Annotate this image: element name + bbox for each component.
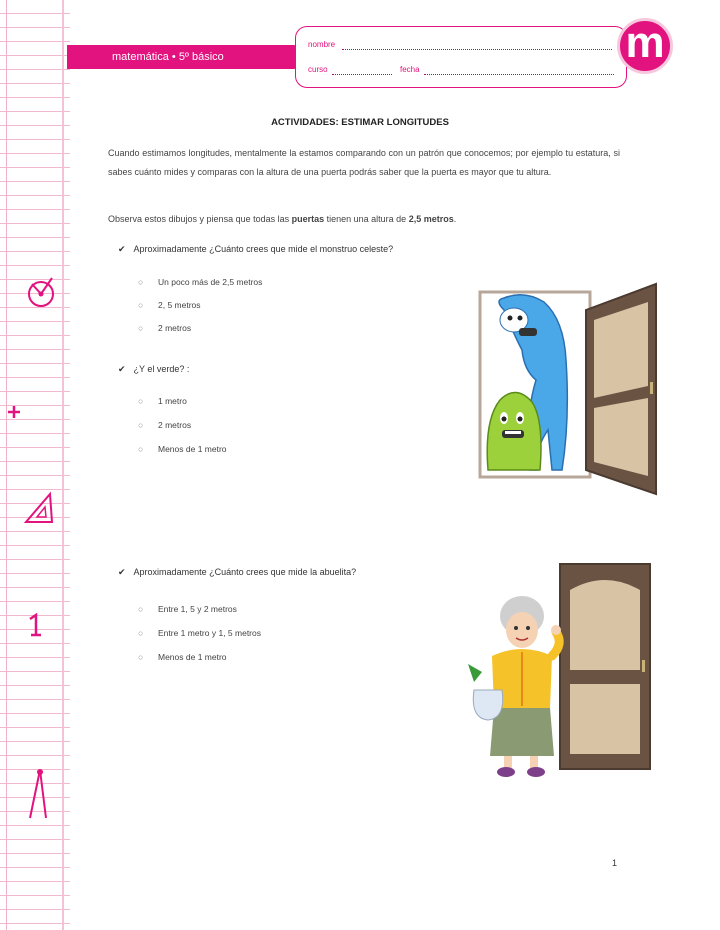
course-field[interactable]: [332, 74, 392, 75]
checkmark-icon: ✔: [118, 244, 126, 254]
q3-option-c-label: Menos de 1 metro: [158, 652, 227, 662]
intro-paragraph: Cuando estimamos longitudes, mentalmente la estamos comparando con un patrón que conocemos; por ejemplo tu estatura, si sabes cuánto mides y comparas con la altura de una puerta podrás saber que la puerta es mayor que tu altura.: [108, 148, 620, 177]
instruction-bold-height: 2,5 metros: [408, 214, 454, 224]
question-1-text: Aproximadamente ¿Cuánto crees que mide el monstruo celeste?: [133, 244, 394, 254]
q2-option-b[interactable]: [138, 420, 191, 430]
question-2: [118, 364, 189, 375]
name-label: nombre: [308, 40, 336, 49]
plus-icon: [6, 404, 22, 420]
q2-option-b-label: 2 metros: [158, 420, 192, 430]
course-label: curso: [308, 65, 328, 74]
page-number: 1: [612, 858, 618, 868]
question-1: [118, 244, 393, 255]
q3-option-a[interactable]: [138, 604, 237, 614]
grandmother-figure: [468, 596, 561, 777]
number-one-icon: [26, 612, 44, 638]
date-label: fecha: [400, 65, 420, 74]
q1-option-a[interactable]: [138, 277, 262, 287]
option-bullet-icon: ○: [138, 323, 144, 333]
option-bullet-icon: ○: [138, 604, 144, 614]
option-bullet-icon: ○: [138, 300, 144, 310]
question-2-text: ¿Y el verde? :: [133, 364, 190, 374]
q3-option-b[interactable]: [138, 628, 261, 638]
q2-option-a[interactable]: [138, 396, 187, 406]
q2-option-c-label: Menos de 1 metro: [158, 444, 227, 454]
compass-icon: [24, 272, 60, 312]
option-bullet-icon: ○: [138, 277, 144, 287]
q1-option-b-label: 2, 5 metros: [158, 300, 201, 310]
checkmark-icon: ✔: [118, 567, 126, 577]
date-field[interactable]: [424, 74, 614, 75]
instruction-bold-doors: puertas: [291, 214, 325, 224]
q3-option-c[interactable]: [138, 652, 227, 662]
option-bullet-icon: ○: [138, 628, 144, 638]
checkmark-icon: ✔: [118, 364, 126, 374]
q3-option-a-label: Entre 1, 5 y 2 metros: [158, 604, 237, 614]
subject-band: [67, 45, 297, 69]
instruction-text-3: .: [453, 214, 457, 224]
option-bullet-icon: ○: [138, 444, 144, 454]
option-bullet-icon: ○: [138, 396, 144, 406]
page-title: ACTIVIDADES: ESTIMAR LONGITUDES: [271, 117, 449, 128]
q1-option-a-label: Un poco más de 2,5 metros: [158, 277, 263, 287]
instruction-text-1: Observa estos dibujos y piensa que todas las: [108, 214, 292, 224]
instruction-text-2: tienen una altura de: [324, 214, 409, 224]
option-bullet-icon: ○: [138, 652, 144, 662]
q2-option-a-label: 1 metro: [158, 396, 187, 406]
grandmother-door-illustration: [460, 560, 660, 790]
option-bullet-icon: ○: [138, 420, 144, 430]
question-3: [118, 567, 356, 578]
q1-option-b[interactable]: [138, 300, 201, 310]
q1-option-c[interactable]: [138, 323, 191, 333]
q1-option-c-label: 2 metros: [158, 323, 192, 333]
instruction-paragraph: [108, 210, 620, 229]
divider-icon: [24, 768, 52, 822]
monsters-door-illustration: [474, 280, 664, 500]
logo-m: m: [617, 18, 673, 74]
margin-guide-line: [6, 0, 7, 930]
set-square-icon: [22, 490, 54, 528]
q3-option-b-label: Entre 1 metro y 1, 5 metros: [158, 628, 261, 638]
name-field[interactable]: [342, 49, 612, 50]
q2-option-c[interactable]: [138, 444, 227, 454]
question-3-text: Aproximadamente ¿Cuánto crees que mide la abuelita?: [133, 567, 357, 577]
subject-label: matemática • 5º básico: [112, 51, 224, 63]
student-info-box: [295, 26, 627, 88]
